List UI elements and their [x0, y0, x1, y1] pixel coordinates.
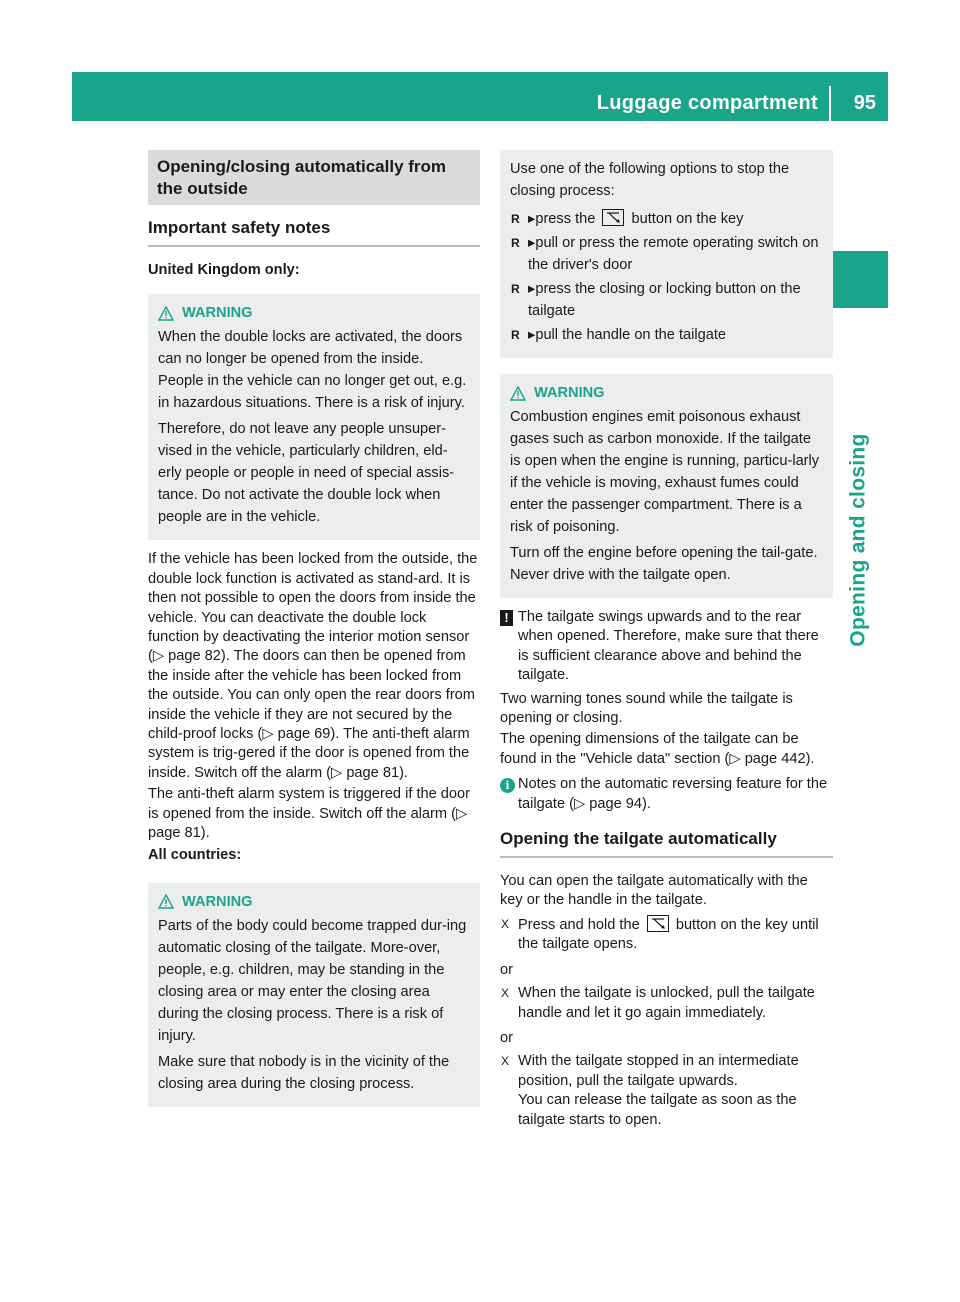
subsection-heading: Opening the tailgate automatically: [500, 822, 833, 858]
step-arrow-icon: X: [501, 1054, 510, 1069]
body-paragraph: You can open the tailgate automatically with the key or the handle in the tailgate.: [500, 873, 808, 909]
warning-text: Combustion engines emit poisonous exhaust gases such as carbon monoxide. If the tailgate is open when the engine is running, particu-larly if the vehicle is moving, exhaust fumes could enter the passenger compartment. There is a risk of poisoning.: [510, 409, 820, 535]
body-paragraph: The anti-theft alarm system is triggered if the door is opened from the inside. Switch off the alarm (▷ page 81).: [148, 786, 471, 842]
list-item: ▸ R press the button on the key: [510, 208, 823, 230]
right-column: [500, 150, 833, 1136]
warning-triangle-icon: [510, 386, 526, 401]
or-label: or: [500, 961, 513, 978]
warning-title: WARNING: [182, 305, 253, 322]
warning-box: [148, 294, 480, 540]
warning-box: [500, 374, 833, 598]
warning-triangle-icon: [158, 306, 174, 321]
warning-title: WARNING: [182, 893, 253, 910]
tailgate-key-icon: [602, 209, 624, 226]
warning-header: [158, 891, 470, 913]
chapter-label-text: Opening and closing: [847, 433, 870, 647]
body-paragraph: Two warning tones sound while the tailgate is opening or closing.: [500, 690, 793, 727]
warning-header: [158, 302, 470, 324]
warning-title: WARNING: [534, 385, 605, 401]
instruction-step: X Press and hold the button on the key until the tailgate opens.: [501, 916, 819, 953]
warning-header: [510, 382, 823, 404]
warning-triangle-icon: [158, 894, 174, 909]
warning-text: Turn off the engine before opening the tail-gate. Never drive with the tailgate open.: [510, 545, 818, 583]
body-paragraph: If the vehicle has been locked from the outside, the double lock function is activated as stand-ard. It is then not possible to open the doors from inside the vehicle. You can deactivate the double lock function by deactivating the interior motion sensor (▷ page 82). The doors can then be opened from the inside after the vehicle has been locked from the outside. You can only open the rear doors from inside the vehicle if they are not secured by the child-proof locks (▷ page 69). The anti-theft alarm system is trig-gered if the door is opened from the inside. Switch off the alarm (▷ page 81).: [148, 551, 478, 781]
info-icon: i: [500, 778, 515, 793]
list-item: ▸ R pull or press the remote operating switch on the driver's door: [510, 232, 823, 276]
warning-text: When the double locks are activated, the doors can no longer be opened from the inside. People in the vehicle can no longer get out, e.g. in hazardous situations. There is a risk of injury.: [158, 329, 467, 412]
section-title: Luggage compartment: [596, 92, 818, 114]
instruction-step: X When the tailgate is unlocked, pull the tailgate handle and let it go again immediately.: [501, 985, 815, 1021]
body-paragraph: The opening dimensions of the tailgate can be found in the "Vehicle data" section (▷ page 442).: [500, 731, 815, 767]
instruction-step: X With the tailgate stopped in an intermediate position, pull the tailgate upwards. You can release the tailgate as soon as the tailgate starts to open.: [501, 1053, 799, 1128]
warning-text: Parts of the body could become trapped dur-ing automatic closing of the tailgate. More-over, people, e.g. children, may be standing in the closing area or may enter the closing area during the closing process. There is a risk of injury.: [158, 917, 467, 1044]
or-label: or: [500, 1029, 513, 1046]
caution-note: ! The tailgate swings upwards and to the rear when opened. Therefore, make sure that there is sufficient clearance above and behind the tailgate.: [500, 608, 833, 686]
header-divider: [829, 86, 831, 121]
left-column: [148, 150, 480, 1117]
uk-only-label: United Kingdom only:: [148, 262, 300, 278]
list-item: ▸ R pull the handle on the tailgate: [510, 324, 823, 346]
tailgate-key-icon: [647, 915, 669, 932]
all-countries-label: All countries:: [148, 846, 242, 863]
stop-options-list: [510, 208, 823, 346]
list-item: ▸ R press the closing or locking button on the tailgate: [510, 278, 823, 322]
section-heading: Opening/closing automatically from the outside: [148, 150, 480, 205]
warning-text: Make sure that nobody is in the vicinity of the closing area during the closing process.: [158, 1053, 450, 1092]
info-note: i Notes on the automatic reversing feature for the tailgate (▷ page 94).: [500, 775, 833, 814]
caution-icon: !: [500, 610, 513, 626]
header-bar: [72, 72, 888, 121]
chapter-label: [839, 433, 879, 647]
stop-intro: Use one of the following options to stop the closing process:: [510, 161, 790, 199]
stop-options-box: [500, 150, 833, 358]
step-arrow-icon: X: [501, 916, 510, 931]
warning-box: [148, 883, 480, 1107]
subsection-heading: Important safety notes: [148, 211, 480, 247]
chapter-tab: [833, 251, 888, 308]
page-number: 95: [853, 92, 876, 114]
warning-text: Therefore, do not leave any people unsuper-vised in the vehicle, particularly children, eld-erly people or people in need of special assis-tance. Do not activate the double lock when people are in the vehicle.: [158, 421, 455, 526]
step-arrow-icon: X: [501, 986, 510, 1001]
